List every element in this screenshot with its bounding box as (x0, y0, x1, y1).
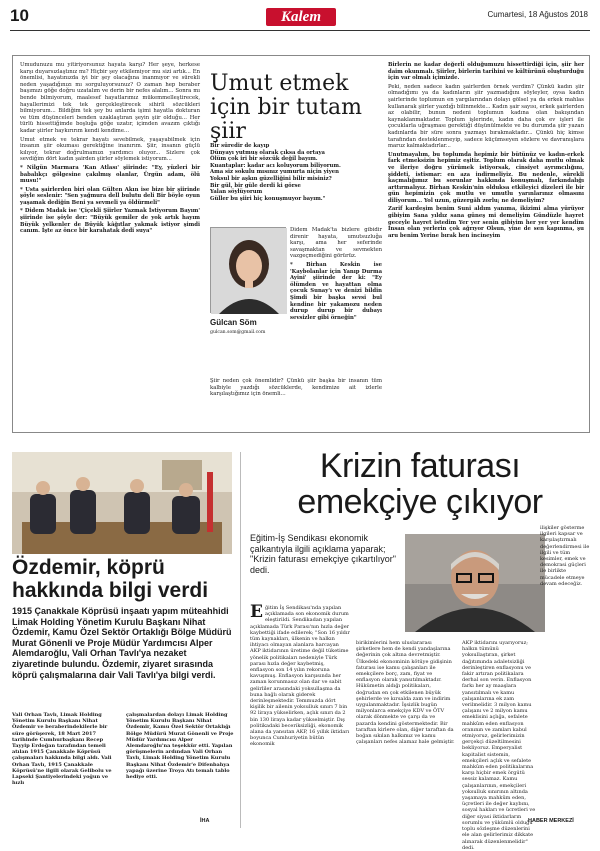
photo-meeting (12, 452, 232, 554)
photo-man-glasses (405, 534, 545, 632)
poem-line: Ama siz sokulu mısınız yumurta niçin yiyen (210, 169, 339, 176)
column-paragraph: Peki, neden sadece kadın şairlerden örnek verdim? Çünkü kadın şiir olmadığımı ya da kadınların şiir yazmadığını söyleyler, oysa kadın şairlerinde toplumun en yargılarından dolayı gölsel ya da erkek mahlas kullanarak şiirler yazdığı bilinmekte... Kadın şair sayısı, erkek şairlerden az olabilir, bunun nedeni toplumun kadına olan bakışından kaynaklanmaktadır. Toplum işlerinde, kadın daha çok ev işleri ile çocuklarla uğraşması gerektiği düşünülmekte ve bu durumda şiir yazan kadınlarda bir süre sonra yazmayı bırakmaktadır... Çünkü hiç kimse tarafından desteklenmeyip, sadece küçümseyen sözlere ve davranışlara maruz kalmaktadırlar... (388, 83, 584, 150)
kriz-body-col2: birikimlerini hem uluslararası şirketlere hem de kendi yandaşlarına değerinin çok altına devretmiştir. Ülkedeki ekonominin kötüye gidişinin faturası ise kamu çalışanları ile emekçilere borç, zam, fiyat ve enflasyon olarak yansıtılmaktadır. Hükümetin aldığı politikaları, doğrudan en çok etkilenen büyük şehirlerde ve kırsalda zam ve indirim uygulanmaktadır. İşsizlik bugün milyonlarca emekçiye KDV ve ÖTV olarak dönmekte ve çarşı da ve pazarda kendini göstermektedir. Bir taraftan kirlere olan, diğer taraftan da boğan sıkılan halkımız ve kamu çalışanları nefes alamaz hale gelmiştir. (356, 640, 455, 746)
column-right-text (388, 62, 584, 428)
author-email[interactable]: gulcan.som@gmail.com (210, 330, 266, 335)
header-rule (10, 30, 590, 31)
poem-line: Yoksul bir aşkın güzelliğini bilir misiniz? (210, 175, 332, 182)
poem-line: Bir gül, bir güle derdi ki görse (210, 182, 301, 189)
author-photo (210, 227, 286, 313)
column-quote: Zarif kardeşim benim Suni aldım yanıma, ikizimi alma yürüyor gibiyim Sana yıldız sana güneş mi demeliyim Gündüzle hayret geceyle hayret istedim Yer yer senin gibiyim her yer yer kendim İnsan olan yerlerin çok ağrıyor Olsun, yine de sen kapınma, şu aru benim Yerine bırak hen incineyim (388, 206, 584, 239)
column-quote: * Didem Madak ise 'Çiçekli Şiirler Yazmak İstiyorum Bayım' şiirinde ise şöyle der: "Büyük gemiler de yok artık hayım Büyük yelkenler de Büyük kâğıtlar yakmak istiyor şimdi canım. İşte az önce bir karahatak dedi suya" (20, 208, 200, 235)
poem-line: Ölüm çok iri bir sözcük değil bayım. (210, 156, 318, 163)
column-mid-right-text (290, 227, 382, 373)
kriz-body-col1 (250, 602, 350, 825)
ozdemir-body-col2: çalışmalardan dolayı Limak Holding Yönetim Kurulu Başkanı Nihat Özdemir, Kamu Özel Sektör Ortaklığı Bölge Müdürü Murat Gönenli ve Proje Müdür Yardımcısı Alper Alemdaroğlu'na teşekkür etti. Yapılan görüşmelerin ardından Vali Orhan Tavlı, Limak Holding Yönetim Kurulu Başkanı Nihat Özdemir'e Difenbahya yapağı üzerine Troya Atı temalı tablo hediye etti. (126, 712, 234, 781)
kriz-headline: Krizin faturası emekçiye çıkıyor (297, 447, 543, 521)
page-number: 10 (10, 6, 29, 25)
poem-line: Kuantaplar: kadar acı koluyorum biliyorum. (210, 162, 341, 169)
column-paragraph: Didem Madak'ta bizlere gibidir direnir hayata, umutsuzluğa karşı, ama her seferinde savaşmaktan ve sevmekten vazgeçmediğini görürüz. (290, 227, 382, 260)
kriz-body-text: ğitim İş Sendikası'nda yapılan açıklamada son ekonomik durum eleştirildi. Sendikadan yapılan açıklamada Türk Parası'nın hızla değer kaybettiği ifade edilerek; "Son 16 yıldır tüm kaynakları, ülkenin ve halkın ihtiyacı olmayan alanlara harcayan AKP iktidarının üretime değil tüketime yönelik politikaları nedeniyle Türk parası hızla değer kaybetmiş, enflasyon son 14 yılın rekoruna kavuşmuş. Enflasyon karşısında her zaman korunmasız olan dar ve sabit gelirliler arasındaki yoksullaşma da buna bağlı olarak giderek derinleşmektedir. Temmuzda dört kişilik bir ailenin yoksulluk sınırı 7 bin 92 liraya yükselirken, açlık sınırı da 2 bin 130 liraya kadar yükselmiştir. Dış politikadaki beceriksizliği, ekonomik alana da yansıtan AKP, 16 yıllık iktidarı boyunca Cumhuriyetin bütün ekonomik (250, 605, 350, 748)
column-paragraph: Umudunuzu mu yitiriyorsunuz hayata karşı? Her şeye, herkese karşı duyarsızlaştınız mı? Hiçbir şey etkilemiyor mu sizi artık... En önemlisi, hayatınızda iyi bir şey olacağına inanmıyor ve sürekli neden yaşadığınızı mı sorguluyorsunuz? O zaman hep beraber başımızı göğe doğru uzatalım ve derin bir nefes alalım... Sonra mı bende bilmiyorum, maalesef hayatlarımız mükemmelleştirecek, hayallerimizi tek tek gerçekleştirecek sihirli sözcükleri bilmiyorum... Bildiğim tek şey bu anlarda işimi hayatla dokturan ve tüm düşünceleri benden uzaklaştıran şeyin şiir olduğu... Her türlü hissettiğimde boşluğa göğe uzatır, içimden avazım çıktığı kadar şiirler haykırırım kendi kendime... (20, 62, 200, 134)
column-quote: * Birhan Keskin ise 'Kaybolanlar için Yanıp Durma Ayini' şiirinde der ki: "Ey ölümden ve hayattan olma çocuk Sunay'ı ve denizi bildin Şimdi bir başka sevsi bul kendine bir yakamozu neden durup durup bir dubayı sevsizler gibi örneğin" (290, 261, 382, 321)
ozdemir-credit: İHA (200, 818, 210, 824)
poem-line: Yalan söylüyorum (210, 189, 263, 196)
kriz-deck: Eğitim-İş Sendikası ekonomik çalkantıyla ilgili açıklama yaparak; "Krizin faturası emekçiye çıkartılıyor" dedi. (250, 533, 396, 575)
kriz-body-col3: AKP iktidarını uyarıyoruz; halkın tümünü yoksullaştıran, şirket dağıtımında adaletsizliği derinleştiren enflasyonu ve fakir artıran politikalara derhal son verin. Enflasyon farkı her ay maaşlara yansıtılmalı ve kamu çalışanlarına ek zam verilmelidir. 3 milyon kamu çalışanı ve 2 milyon kamu emeklisini açlığa, sefalete mahkûm eden enflasyon oranının ve zamları kabul etmiyoruz, gelirlerimizin gerçekçi düzeltilmesini bekliyoruz. Emperyalist kapitalist sistemin, emekçileri açlık ve sefalete mahkûm eden politikalarına karşı hiçbir emek örgütü sessiz kalamaz. Kamu çalışanlarının, emekçileri yoksulluk sınırının altında yaşamaya mahkûm eden, üçretleri ile değer kaybını, sosyal hakları ve ücretleri ve diğer siyasi iktidarların sorumlu ve yükümlü olduğu toplu sözleşme düzenlerini ele alan gelirlerimiz dikkate alınarak düzenlenmelidir" dedi. (462, 640, 536, 851)
column-title: Umut etmek için bir tutam şiir (210, 71, 363, 144)
poem-line: Dünyayı yutmuş olarak çıksa da ortaya (210, 149, 325, 156)
newspaper-logo: Kalem (266, 8, 336, 26)
ozdemir-body-col1: Vali Orhan Tavlı, Limak Holding Yönetim Kurulu Başkanı Nihat Özdemir ve beraberindekilerle bir süre görüşerek, 18 Mart 2017 tarihinde Cumhurbaşkanı Recep Tayyip Erdoğan tarafından temeli atılan 1915 Çanakkale Köprüsü çalışmaları hakkında bilgi aldı. Vali Orhan Tavlı, 1915 Çanakkale Köprüsü'ne ilgili olarak Gelibolu ve Lapseki Şantiyelerindeki yoğun ve hızlı (12, 712, 112, 787)
column-paragraph: Umut etmek ve tekrar hayatı sevebilmek, yaşayabilmek için insanın şiir okuması gerektiğine inanırım. Şiir, insanın güçlü kılıyor, tekrar doğrulmamızı yardımcı oluyor... Sizlere çok sevdiğim dört kadın şairden şiirler söylemek istiyorum... (20, 136, 200, 163)
ozdemir-deck: 1915 Çanakkale Köprüsü inşaatı yapım müteahhidi Limak Holding Yönetim Kurulu Başkanı Nihat Özdemir, Kamu Özel Sektör Ortaklığı Bölge Müdürü Murat Gönenli ve Proje Müdür Yardımcısı Alper Alemdaroğlu, Vali Orhan Tavlı'ya nezaket ziyaretinde bulundu. Özdemir, ziyaret sırasında köprü çalışmalarına dair Vali Tavlı'ya bilgi verdi. (12, 606, 232, 680)
column-paragraph: Unutmayalım, bu toplumda hepimiz bir bütünüz ve kadın-erkek fark etmeksizin hepimiz eşitiz. Toplum olarak daha mutlu olmak ve ileriye doğru yürümek istiyorsak, cinsiyet ayrımcılığını, şiddeti, istismar: en aza indirmeliyiz. Bu nedenle, sürekli kaçmalığımız bu sorunlar hakkında konuşmalı, farkındalığı arttırmalıyız. Birhan Keskin'nin olduksa etkileyici dizeleri ile bir gün hepimizin çok mutlu ve umutlu yarınlarınız olmasını diliyorum... Yol uzun, güzergâh zorlu; ne demeliyim? (388, 151, 584, 204)
column-quote: * Usta şairlerden biri olan Gülten Akın ise bize bir şiirinde şöyle seslenir: "Sen yağmura dell bulutu deli Bir böyle oyun yaşamak dediğin Beni ya sevmeli ya öldürmeli" (20, 186, 200, 206)
kriz-body-col4: ilişkiler gösterme ilgileri kapsar ve karşılaştırmalı değerlendirmesi ile ilgili ve tüm kesimler, emek ve demokrasi güçleri ile birlikte mücadele etmeye devam edeceğiz. (540, 525, 590, 587)
poem-line: Bir süredir de kayıp (210, 143, 270, 149)
drop-cap: E (250, 602, 263, 622)
author-name: Gülcan Söm (210, 318, 257, 327)
column-divider (240, 452, 241, 828)
issue-date: Cumartesi, 18 Ağustos 2018 (487, 10, 588, 19)
column-quote: * Nilgün Marmara 'Kan Atlası' şiirinde: "Ey, yüzleri bir babalıkçı gölgesine çakılmış olanlar, Ürgün adam, ölü musu!" (20, 164, 200, 185)
poem-line: Güller bu şiiri hiç konuşmuyor bayım." (210, 195, 326, 202)
ozdemir-headline: Özdemir, köprü hakkında bilgi verdi (12, 556, 209, 602)
poem-lines (210, 143, 380, 223)
column-paragraph: Birlerin ne kadar değerli olduğumuzu hissettirdiği için, şiir her daim okunmalı. Şiirler, birlerin tarihini ve kültürünü oluşturduğu için var olmalı içimizde. (388, 62, 584, 82)
column-mid-bottom-text: Şiir neden çok önemlidir? Çünkü şiir başka bir insanın tüm kalbiyle yazdığı sözcüklerde, kendimize ait izlerle karşılaştığımız için önemli... (210, 378, 382, 398)
column-left-text (20, 62, 200, 428)
kriz-credit: HABER MERKEZİ (528, 818, 574, 824)
